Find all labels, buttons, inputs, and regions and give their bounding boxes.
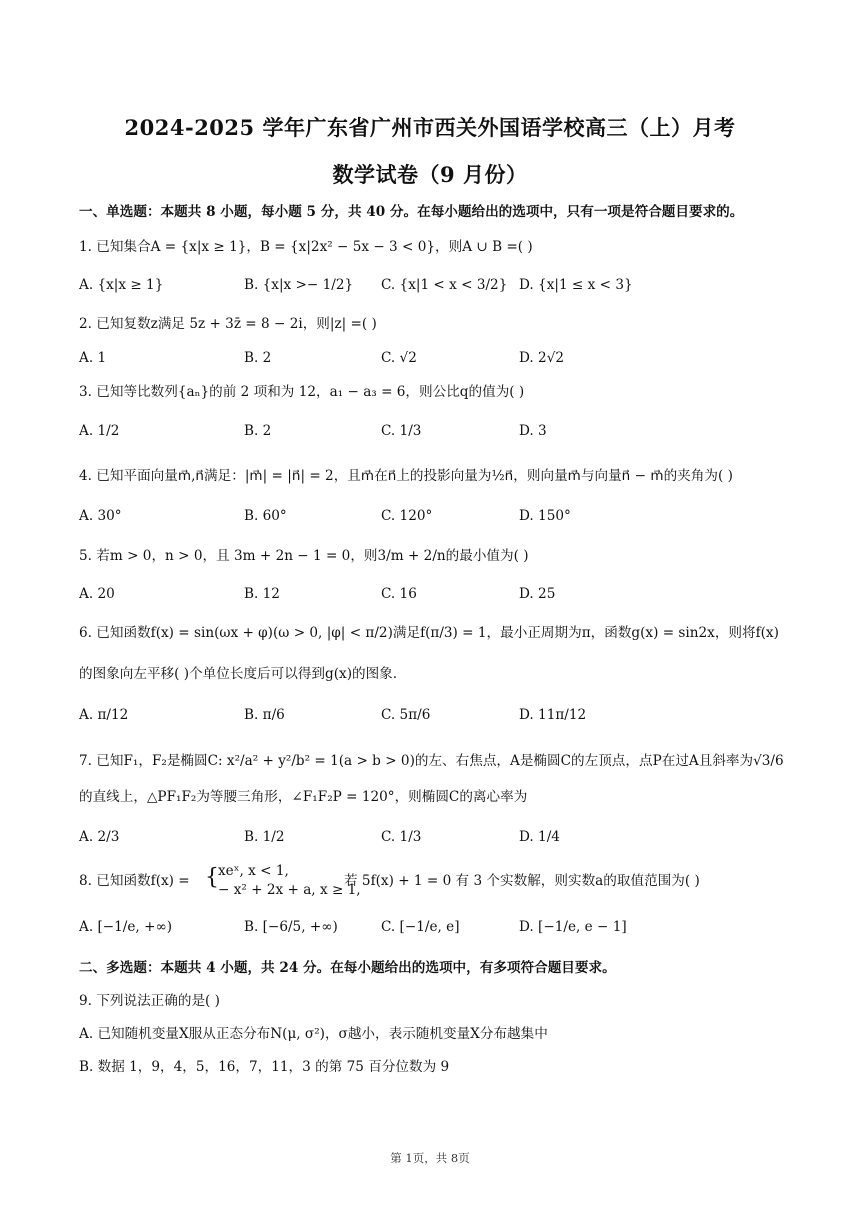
question-9-option-b: B. 数据 1，9，4，5，16，7，11，3 的第 75 百分位数为 9 (79, 1059, 450, 1075)
section-single-choice: 一、单选题：本题共 8 小题，每小题 5 分，共 40 分。在每小题给出的选项中，只有一项是符合题目要求的。 (79, 204, 744, 220)
question-3-stem: 3. 已知等比数列{aₙ}的前 2 项和为 12，a₁ − a₃ = 6，则公比q的值为( ) (79, 384, 525, 400)
question-7-stem-continued: 的直线上，△PF₁F₂为等腰三角形，∠F₁F₂P = 120°，则椭圆C的离心率为 (79, 789, 528, 805)
question-2-option-a: A. 1 (79, 350, 107, 366)
question-7-option-b: B. 1/2 (244, 829, 285, 845)
question-2-option-b: B. 2 (244, 350, 272, 366)
question-8-stem: 8. 已知函数f(x) = (79, 873, 190, 889)
question-1-option-d: D. {x|1 ≤ x < 3} (519, 277, 633, 293)
question-3-option-a: A. 1/2 (79, 423, 120, 439)
question-7-option-d: D. 1/4 (519, 829, 560, 845)
question-7-option-c: C. 1/3 (381, 829, 422, 845)
question-6-option-c: C. 5π/6 (381, 707, 431, 723)
question-4-option-a: A. 30° (79, 508, 122, 524)
question-2-option-d: D. 2√2 (519, 350, 565, 366)
piecewise-brace: { (205, 865, 219, 890)
question-8-stem-continued: 若 5f(x) + 1 = 0 有 3 个实数解，则实数a的取值范围为( ) (344, 873, 700, 889)
piecewise-case-2: − x² + 2x + a, x ≥ 1, (218, 882, 361, 898)
piecewise-case-1: xeˣ, x < 1, (218, 863, 289, 879)
question-6-stem: 6. 已知函数f(x) = sin(ωx + φ)(ω > 0, |φ| < π/2)满足f(π/3) = 1，最小正周期为π，函数g(x) = sin2x，则将f(x) (79, 625, 779, 641)
question-3-option-b: B. 2 (244, 423, 272, 439)
question-4-option-c: C. 120° (381, 508, 433, 524)
question-1-option-b: B. {x|x >− 1/2} (244, 277, 354, 293)
exam-title-line2: 数学试卷（9 月份） (332, 162, 528, 187)
question-1-stem: 1. 已知集合A = {x|x ≥ 1}，B = {x|2x² − 5x − 3 < 0}，则A ∪ B =( ) (79, 239, 533, 255)
question-8-option-b: B. [−6/5, +∞) (244, 919, 338, 935)
question-5-option-a: A. 20 (79, 586, 115, 602)
question-4-stem: 4. 已知平面向量m⃗,n⃗满足：|m⃗| = |n⃗| = 2，且m⃗在n⃗上的投影向量为½n⃗，则向量m⃗与向量n⃗ − m⃗的夹角为( ) (79, 468, 733, 484)
question-5-option-b: B. 12 (244, 586, 280, 602)
question-6-option-a: A. π/12 (79, 707, 129, 723)
question-1-option-c: C. {x|1 < x < 3/2} (381, 277, 508, 293)
question-4-option-d: D. 150° (519, 508, 571, 524)
question-7-stem: 7. 已知F₁，F₂是椭圆C: x²/a² + y²/b² = 1(a > b > 0)的左、右焦点，A是椭圆C的左顶点，点P在过A且斜率为√3/6 (79, 753, 784, 769)
question-5-option-d: D. 25 (519, 586, 556, 602)
question-6-stem-continued: 的图象向左平移( )个单位长度后可以得到g(x)的图象. (79, 666, 398, 682)
question-8-option-a: A. [−1/e, +∞) (79, 919, 173, 935)
question-3-option-d: D. 3 (519, 423, 547, 439)
question-9-option-a: A. 已知随机变量X服从正态分布N(μ, σ²)，σ越小，表示随机变量X分布越集中 (79, 1026, 548, 1042)
question-5-option-c: C. 16 (381, 586, 417, 602)
question-6-option-b: B. π/6 (244, 707, 285, 723)
question-8-option-d: D. [−1/e, e − 1] (519, 919, 627, 935)
page-number: 第 1页，共 8页 (390, 1151, 470, 1165)
question-4-option-b: B. 60° (244, 508, 287, 524)
question-9-stem: 9. 下列说法正确的是( ) (79, 993, 220, 1009)
question-7-option-a: A. 2/3 (79, 829, 120, 845)
question-2-stem: 2. 已知复数z满足 5z + 3z̄ = 8 − 2i，则|z| =( ) (79, 316, 377, 332)
question-5-stem: 5. 若m > 0，n > 0，且 3m + 2n − 1 = 0，则3/m + 2/n的最小值为( ) (79, 548, 529, 564)
question-8-option-c: C. [−1/e, e] (381, 919, 460, 935)
question-3-option-c: C. 1/3 (381, 423, 422, 439)
question-6-option-d: D. 11π/12 (519, 707, 587, 723)
question-2-option-c: C. √2 (381, 350, 417, 366)
question-1-option-a: A. {x|x ≥ 1} (79, 277, 164, 293)
section-multiple-choice: 二、多选题：本题共 4 小题，共 24 分。在每小题给出的选项中，有多项符合题目要求。 (79, 960, 616, 976)
exam-title-line1: 2024-2025 学年广东省广州市西关外国语学校高三（上）月考 (124, 115, 736, 140)
